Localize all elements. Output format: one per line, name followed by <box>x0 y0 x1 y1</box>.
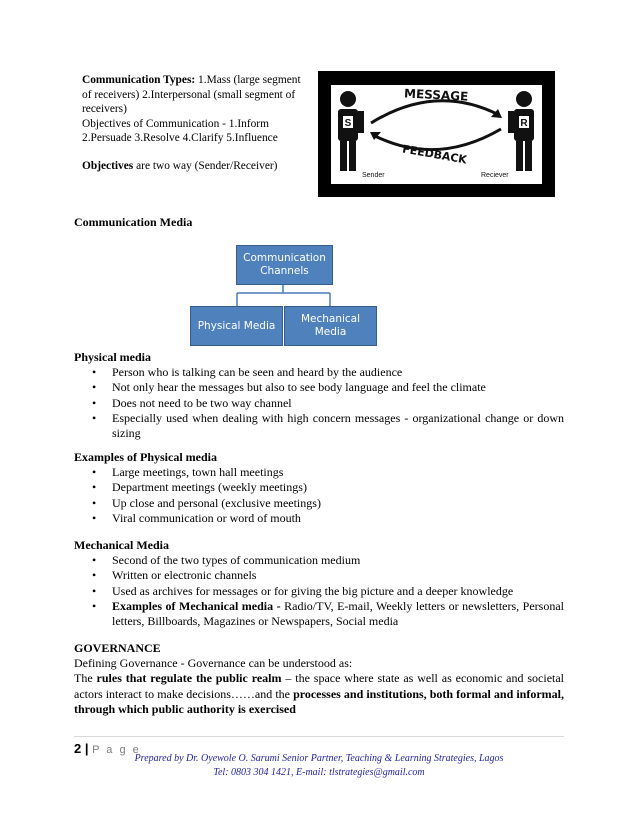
physical-examples-section <box>74 450 564 526</box>
objectives-list: Objectives of Communication - 1.Inform 2.Persuade 3.Resolve 4.Clarify 5.Influence <box>82 117 278 145</box>
communication-types: Communication Types: 1.Mass (large segment of receivers) 2.Interpersonal (small segment of receivers) <box>82 74 301 116</box>
physical-examples-heading: Examples of Physical media <box>74 450 217 464</box>
node-communication-channels: Communication Channels <box>236 245 333 285</box>
list-item: • Written or electronic channels <box>74 568 564 583</box>
list-item: • Used as archives for messages or for giving the big picture and a deeper knowledge <box>74 584 564 599</box>
list-item: • Person who is talking can be seen and heard by the audience <box>74 365 564 380</box>
governance-definition-line: Defining Governance - Governance can be understood as: <box>74 656 353 671</box>
svg-text:FEEDBACK: FEEDBACK <box>401 142 468 167</box>
mechanical-media-list <box>74 553 564 629</box>
footer-contact: Tel: 0803 304 1421, E-mail: tlstrategies@gmail.com <box>213 767 425 778</box>
list-item: • Department meetings (weekly meetings) <box>74 480 564 495</box>
node-physical-media: Physical Media <box>190 306 283 346</box>
list-item: • Viral communication or word of mouth <box>74 511 564 526</box>
svg-text:S: S <box>344 118 352 129</box>
list-item: • Second of the two types of communication medium <box>74 553 564 568</box>
objectives-two-way: Objectives are two way (Sender/Receiver) <box>82 159 278 172</box>
footer-text <box>74 752 564 780</box>
list-item: • Large meetings, town hall meetings <box>74 465 564 480</box>
physical-media-list <box>74 365 564 441</box>
governance-section <box>74 641 564 717</box>
mechanical-media-heading: Mechanical Media <box>74 538 169 552</box>
page-number: 2 | P a g e <box>74 741 141 756</box>
communication-media-heading: Communication Media <box>74 215 193 229</box>
list-item: • Examples of Mechanical media - Radio/TV, E-mail, Weekly letters or newsletters, Personal letters, Billboards, Magazines or Newspapers, Social media <box>74 599 564 629</box>
governance-heading: GOVERNANCE <box>74 641 161 655</box>
node-mechanical-media: Mechanical Media <box>284 306 377 346</box>
list-item: • Does not need to be two way channel <box>74 396 564 411</box>
svg-text:Sender: Sender <box>362 172 385 179</box>
physical-media-section <box>74 350 564 441</box>
governance-paragraph: The rules that regulate the public realm – the space where state as well as economic and societal actors interact to make decisions……and the processes and institutions, both formal and informal, through which public authority is exercised <box>74 671 565 716</box>
physical-examples-list <box>74 465 564 526</box>
list-item: • Especially used when dealing with high concern messages - organizational change or down sizing <box>74 411 564 441</box>
footer-divider <box>74 736 564 737</box>
svg-text:Reciever: Reciever <box>481 172 509 179</box>
mechanical-media-section <box>74 538 564 629</box>
list-item: • Not only hear the messages but also to see body language and feel the climate <box>74 380 564 395</box>
chart-connectors <box>0 0 638 340</box>
footer-credit: Prepared by Dr. Oyewole O. Sarumi Senior Partner, Teaching & Learning Strategies, Lagos <box>134 753 504 764</box>
svg-text:R: R <box>520 118 528 129</box>
physical-media-heading: Physical media <box>74 350 151 364</box>
list-item: • Up close and personal (exclusive meetings) <box>74 496 564 511</box>
svg-text:MESSAGE: MESSAGE <box>403 86 469 104</box>
